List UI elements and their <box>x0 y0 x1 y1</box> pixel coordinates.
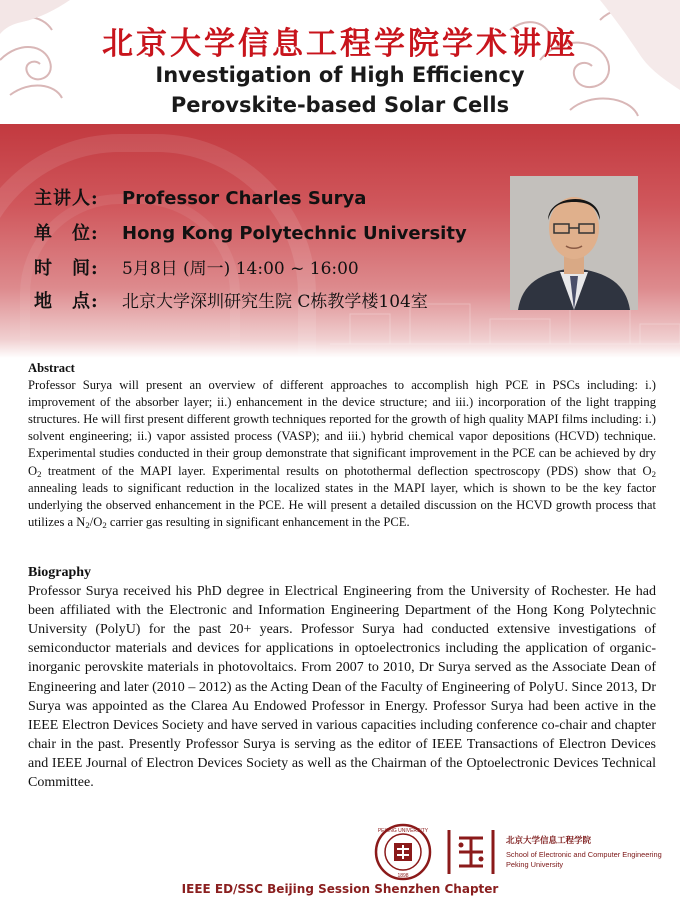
talk-title <box>0 60 680 120</box>
time-label: 时 间: <box>34 258 99 279</box>
subscript: 2 <box>85 519 90 530</box>
talk-title-line-1: Investigation of High Efficiency <box>155 63 525 87</box>
place-row <box>34 287 428 315</box>
abstract-text-part: /O <box>89 514 103 529</box>
abstract-section <box>28 360 656 531</box>
school-emblem-logo <box>445 826 497 878</box>
unit-value: Hong Kong Polytechnic University <box>122 223 467 244</box>
biography-text: Professor Surya received his PhD degree in Electrical Engineering from the University of Rochester. He had been affiliated with the Electronic and Information Engineering Department of the Hong Kong Polytechnic University (PolyU) for the past 20+ years. Professor Surya had conducted extensive investigations of semiconductor materials and devices for applications in optoelectronics including the application of organic-inorganic perovskite materials in photovoltaics. From 2007 to 2010, Dr Surya served as the Associate Dean of Engineering and later (2010 – 2012) as the Acting Dean of the Faculty of Engineering of PolyU. Since 2013, Dr Surya was appointed as the Clarea Au Endowed Professor in Energy. Professor Surya had been active in the IEEE Electron Devices Society and have served in various capacities including conference co-chair and chapter chair in the past. Presently Professor Surya is serving as the editor of IEEE Transactions of Electron Devices and IEEE Journal of Electron Devices Society as well as the Chairman of the Optoelectronic Devices Technical Committee. <box>28 584 656 791</box>
time-row <box>34 254 359 282</box>
speaker-value: Professor Charles Surya <box>122 188 367 209</box>
school-name-en <box>506 850 676 870</box>
subscript: 2 <box>37 468 42 479</box>
speaker-label: 主讲人: <box>34 188 99 209</box>
time-value: 5月8日 (周一) 14:00 ~ 16:00 <box>122 259 359 279</box>
biography-section <box>28 563 656 792</box>
unit-label: 单 位: <box>34 223 99 244</box>
seal-year: 1898 <box>397 873 409 879</box>
abstract-text-part: carrier gas resulting in significant enhancement in the PCE. <box>106 514 410 529</box>
school-name-block <box>506 834 676 870</box>
subscript: 2 <box>651 468 656 479</box>
seal-text: PEKING UNIVERSITY <box>377 828 429 834</box>
talk-title-line-2: Perovskite-based Solar Cells <box>170 93 510 117</box>
chapter-footer: IEEE ED/SSC Beijing Session Shenzhen Chapter <box>181 882 499 896</box>
speaker-row <box>34 184 366 212</box>
place-value: 北京大学深圳研究生院 C栋教学楼104室 <box>122 292 428 312</box>
biography-heading: Biography <box>28 565 92 580</box>
peking-university-seal-logo <box>374 823 432 881</box>
school-name-en-line-2: Peking University <box>506 860 564 869</box>
lecture-series-title: 北京大学信息工程学院学术讲座 <box>102 26 578 62</box>
abstract-text-part: annealing leads to significant reduction in the localized states in the MAPI layer, which is shown to be the key factor underlying the observed enhancement in the PCE. He will present a detailed discussion on the HCVD growth process that utilizes a N <box>28 480 656 529</box>
school-name-en-line-1: School of Electronic and Computer Engineering <box>506 850 662 859</box>
speaker-photo <box>510 176 638 310</box>
subscript: 2 <box>102 519 107 530</box>
abstract-text-part: treatment of the MAPI layer. Experimental results on photothermal deflection spectroscopy (PDS) show that O <box>41 463 652 478</box>
abstract-text <box>28 377 656 531</box>
school-name-cn: 北京大学信息工程学院 <box>506 836 592 846</box>
abstract-heading: Abstract <box>28 361 75 375</box>
abstract-text-part: Professor Surya will present an overview of different approaches to accomplish high PCE in PSCs including: i.) improvement of the absorber layer; ii.) enhancement in the device structure; and iii.) incorporation of the light trapping structures. He will first present different growth techniques reported for the growth of high quality MAPI films including: i.) solvent engineering; ii.) vapor assisted process (VASP); and iii.) hybrid chemical vapor depositions (HCVD) technique. Experimental studies conducted in their group demonstrate that significant improvement in the PCE can be achieved by dry O <box>28 378 656 478</box>
place-label: 地 点: <box>34 291 99 312</box>
unit-row <box>34 219 467 247</box>
